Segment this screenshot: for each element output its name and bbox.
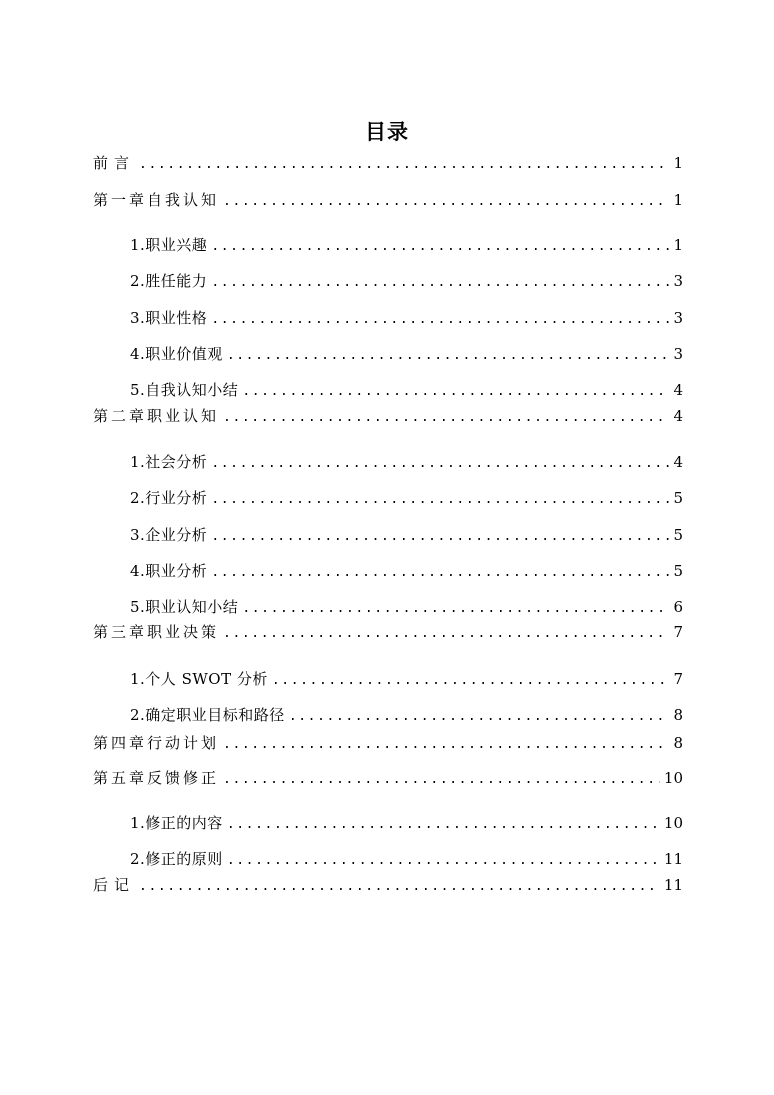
toc-dot-leader <box>211 490 669 510</box>
toc-entry-section[interactable] <box>130 271 683 293</box>
toc-page-number: 1 <box>673 154 683 172</box>
toc-entry-label: 1.个人 SWOT 分析 <box>130 670 268 688</box>
toc-entry-label: 1.职业兴趣 <box>130 236 208 254</box>
toc-dot-leader <box>242 599 669 619</box>
toc-entry-section[interactable] <box>130 597 683 619</box>
toc-entry-preface[interactable] <box>93 153 683 175</box>
toc-entry-section[interactable] <box>130 235 683 257</box>
toc-dot-leader <box>223 770 660 790</box>
toc-entry-label: 前言 <box>93 154 136 172</box>
toc-entry-section[interactable] <box>130 308 683 330</box>
toc-entry-label: 5.职业认知小结 <box>130 598 239 616</box>
toc-page-number: 1 <box>673 191 683 209</box>
toc-entry-chapter-5[interactable] <box>93 768 683 790</box>
toc-page-number: 10 <box>663 814 683 832</box>
toc-page-number: 8 <box>673 706 683 724</box>
toc-page-number: 4 <box>673 381 683 399</box>
toc-dot-leader <box>211 237 669 257</box>
toc-page-number: 3 <box>673 309 683 327</box>
toc-dot-leader <box>211 563 669 583</box>
toc-page-number: 1 <box>673 236 683 254</box>
toc-page-number: 3 <box>673 345 683 363</box>
toc-entry-section[interactable] <box>130 344 683 366</box>
toc-dot-leader <box>223 408 669 428</box>
toc-entry-section[interactable] <box>130 813 683 835</box>
toc-entry-label: 1.社会分析 <box>130 453 208 471</box>
toc-entry-chapter-1[interactable] <box>93 190 683 212</box>
toc-entry-chapter-4[interactable] <box>93 733 683 755</box>
toc-page-number: 10 <box>663 769 683 787</box>
toc-entry-label: 第二章职业认知 <box>93 407 220 425</box>
toc-dot-leader <box>211 527 669 547</box>
toc-page-number: 7 <box>673 623 683 641</box>
toc-page-number: 8 <box>673 734 683 752</box>
toc-dot-leader <box>227 851 660 871</box>
toc-entry-section[interactable] <box>130 849 683 871</box>
toc-entry-section[interactable] <box>130 525 683 547</box>
toc-entry-label: 5.自我认知小结 <box>130 381 239 399</box>
toc-dot-leader <box>211 310 669 330</box>
toc-entry-chapter-3[interactable] <box>93 622 683 644</box>
toc-page-number: 11 <box>663 850 683 868</box>
toc-dot-leader <box>223 192 669 212</box>
toc-page-number: 6 <box>673 598 683 616</box>
toc-page-number: 5 <box>673 489 683 507</box>
toc-entry-label: 3.职业性格 <box>130 309 208 327</box>
toc-entry-label: 第三章职业决策 <box>93 623 220 641</box>
toc-dot-leader <box>227 346 670 366</box>
toc-entry-label: 后记 <box>93 876 136 894</box>
toc-title: 目录 <box>365 119 409 144</box>
toc-page-number: 4 <box>673 407 683 425</box>
toc-entry-label: 1.修正的内容 <box>130 814 223 832</box>
toc-dot-leader <box>211 454 669 474</box>
toc-entry-label: 第五章反馈修正 <box>93 769 220 787</box>
toc-dot-leader <box>289 707 670 727</box>
toc-entry-label: 第一章自我认知 <box>93 191 220 209</box>
toc-entry-label: 4.职业价值观 <box>130 345 223 363</box>
toc-dot-leader <box>211 273 669 293</box>
toc-page-number: 5 <box>673 526 683 544</box>
toc-entry-afterword[interactable] <box>93 875 683 897</box>
toc-entry-label: 第四章行动计划 <box>93 734 220 752</box>
toc-page-number: 7 <box>673 670 683 688</box>
toc-entry-section[interactable] <box>130 488 683 510</box>
toc-entry-label: 2.胜任能力 <box>130 272 208 290</box>
toc-entry-label: 4.职业分析 <box>130 562 208 580</box>
toc-dot-leader <box>227 815 660 835</box>
toc-entry-label: 3.企业分析 <box>130 526 208 544</box>
toc-entry-label: 2.修正的原则 <box>130 850 223 868</box>
toc-dot-leader <box>223 624 669 644</box>
toc-entry-label: 2.行业分析 <box>130 489 208 507</box>
toc-page-number: 4 <box>673 453 683 471</box>
toc-entry-section[interactable] <box>130 380 683 402</box>
toc-dot-leader <box>139 155 669 175</box>
toc-page-number: 5 <box>673 562 683 580</box>
toc-entry-section[interactable] <box>130 561 683 583</box>
toc-dot-leader <box>139 877 660 897</box>
toc-entry-section[interactable] <box>130 669 683 691</box>
toc-entry-section[interactable] <box>130 705 683 727</box>
toc-page-number: 11 <box>663 876 683 894</box>
toc-entry-chapter-2[interactable] <box>93 406 683 428</box>
toc-page-number: 3 <box>673 272 683 290</box>
toc-dot-leader <box>223 735 669 755</box>
toc-entry-section[interactable] <box>130 452 683 474</box>
toc-dot-leader <box>272 671 670 691</box>
toc-dot-leader <box>242 382 669 402</box>
toc-entry-label: 2.确定职业目标和路径 <box>130 706 285 724</box>
